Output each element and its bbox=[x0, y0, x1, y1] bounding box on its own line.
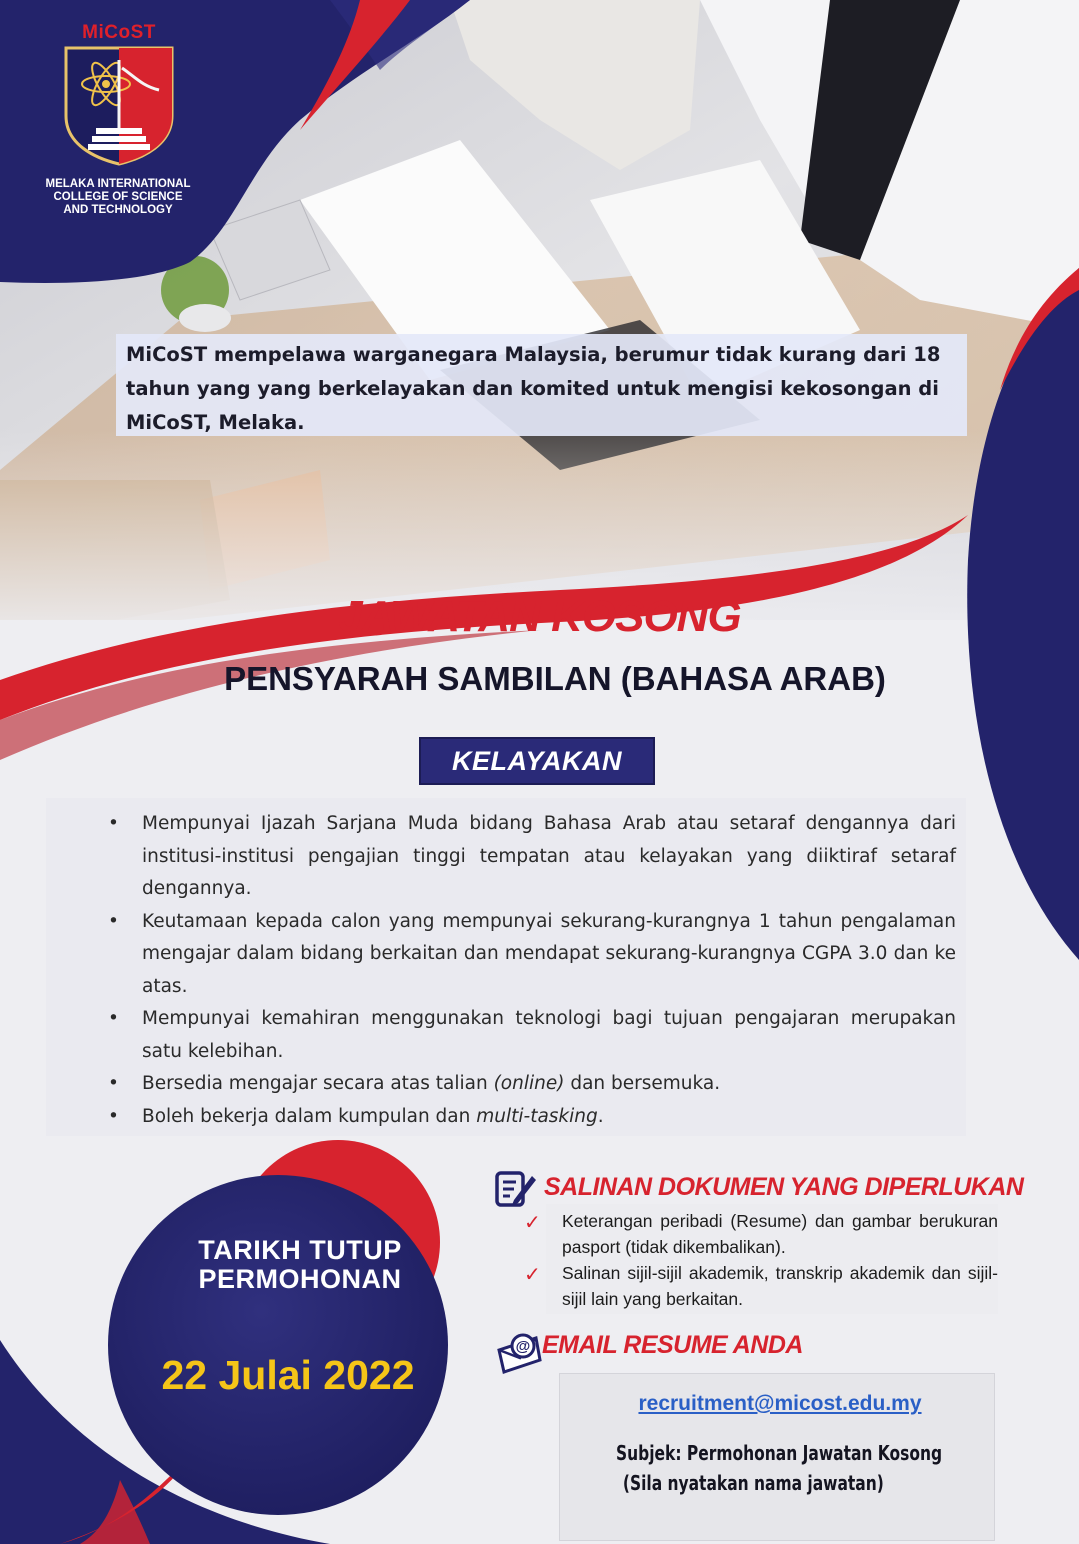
intro-line: MiCoST mempelawa warganegara Malaysia, berumur tidak kurang dari 18 bbox=[126, 343, 941, 366]
list-item bbox=[104, 906, 956, 1004]
logo-caption-line: COLLEGE OF SCIENCE bbox=[53, 191, 183, 203]
intro-line: tahun yang yang berkelayakan dan komited untuk mengisi kekosongan di bbox=[126, 377, 939, 400]
bullet-icon: • bbox=[108, 910, 119, 932]
intro-line: MiCoST, Melaka. bbox=[126, 411, 305, 434]
list-item-text: Mempunyai Ijazah Sarjana Muda bidang Bahasa Arab atau setaraf dengannya dari institusi-institusi pengajian tinggi tempatan atau kelayakan yang diiktiraf setaraf dengannya. bbox=[142, 813, 956, 899]
document-pen-icon bbox=[494, 1168, 538, 1208]
check-icon: ✓ bbox=[524, 1264, 541, 1286]
list-item-text: Bersedia mengajar secara atas talian bbox=[142, 1073, 494, 1094]
list-item bbox=[524, 1260, 998, 1312]
qualifications-list bbox=[104, 808, 956, 1133]
email-subject bbox=[616, 1438, 943, 1498]
list-item-text: Boleh bekerja dalam kumpulan dan bbox=[142, 1105, 477, 1127]
list-item bbox=[524, 1208, 998, 1260]
email-subject-line: Subjek: Permohonan Jawatan Kosong bbox=[616, 1441, 943, 1465]
logo-shield bbox=[64, 46, 174, 166]
bullet-icon: • bbox=[108, 1008, 119, 1029]
logo-caption-line: AND TECHNOLOGY bbox=[63, 204, 173, 216]
intro-text-box bbox=[116, 334, 967, 436]
deadline-label-line: TARIKH TUTUP bbox=[198, 1235, 402, 1265]
list-item bbox=[104, 808, 956, 906]
list-item-emphasis: multi-tasking bbox=[476, 1105, 598, 1127]
logo-caption-line: MELAKA INTERNATIONAL bbox=[45, 178, 191, 190]
email-heading: EMAIL RESUME ANDA bbox=[542, 1331, 803, 1359]
list-item bbox=[104, 1068, 956, 1101]
email-subject-line: (Sila nyatakan nama jawatan) bbox=[622, 1471, 884, 1495]
list-item-text: dan bersemuka. bbox=[564, 1073, 721, 1094]
logo-caption bbox=[30, 178, 206, 217]
qualifications-heading-badge bbox=[419, 737, 655, 785]
list-item-text: Mempunyai kemahiran menggunakan teknologi bagi tujuan pengajaran merupakan satu kelebihan. bbox=[142, 1008, 956, 1062]
email-address-link[interactable]: recruitment@micost.edu.my bbox=[638, 1392, 922, 1415]
list-item bbox=[104, 1101, 956, 1134]
deadline-label bbox=[142, 1236, 458, 1294]
deadline-date: 22 Julai 2022 bbox=[161, 1352, 415, 1398]
position-title: PENSYARAH SAMBILAN (BAHASA ARAB) bbox=[224, 660, 886, 697]
email-at-icon bbox=[496, 1330, 542, 1374]
qualifications-heading: KELAYAKAN bbox=[452, 745, 622, 776]
documents-heading: SALINAN DOKUMEN YANG DIPERLUKAN bbox=[544, 1173, 1024, 1201]
deadline-circle bbox=[108, 1175, 448, 1515]
list-item-text: Salinan sijil-sijil akademik, transkrip akademik dan sijil-sijil lain yang berkaitan. bbox=[562, 1263, 998, 1309]
list-item-emphasis: (online) bbox=[493, 1073, 565, 1094]
book-stack-icon bbox=[88, 128, 150, 150]
check-icon: ✓ bbox=[524, 1212, 541, 1234]
list-item bbox=[104, 1003, 956, 1068]
bullet-icon: • bbox=[108, 1105, 119, 1127]
bullet-icon: • bbox=[108, 813, 119, 834]
list-item-text: Keutamaan kepada calon yang mempunyai sekurang-kurangnya 1 tahun pengalaman mengajar dalam bidang berkaitan dan mendapat sekurang-kurangnya CGPA 3.0 dan ke atas. bbox=[142, 910, 956, 997]
deadline-label-line: PERMOHONAN bbox=[198, 1264, 402, 1294]
vacancy-title: JAWATAN KOSONG bbox=[338, 592, 741, 641]
bullet-icon: • bbox=[108, 1073, 119, 1094]
documents-list bbox=[524, 1208, 998, 1312]
list-item-text: Keterangan peribadi (Resume) dan gambar berukuran pasport (tidak dikembalikan). bbox=[562, 1211, 998, 1257]
list-item-text: . bbox=[597, 1105, 604, 1127]
svg-text:@: @ bbox=[515, 1338, 531, 1355]
logo-wordmark: MiCoST bbox=[82, 22, 156, 43]
